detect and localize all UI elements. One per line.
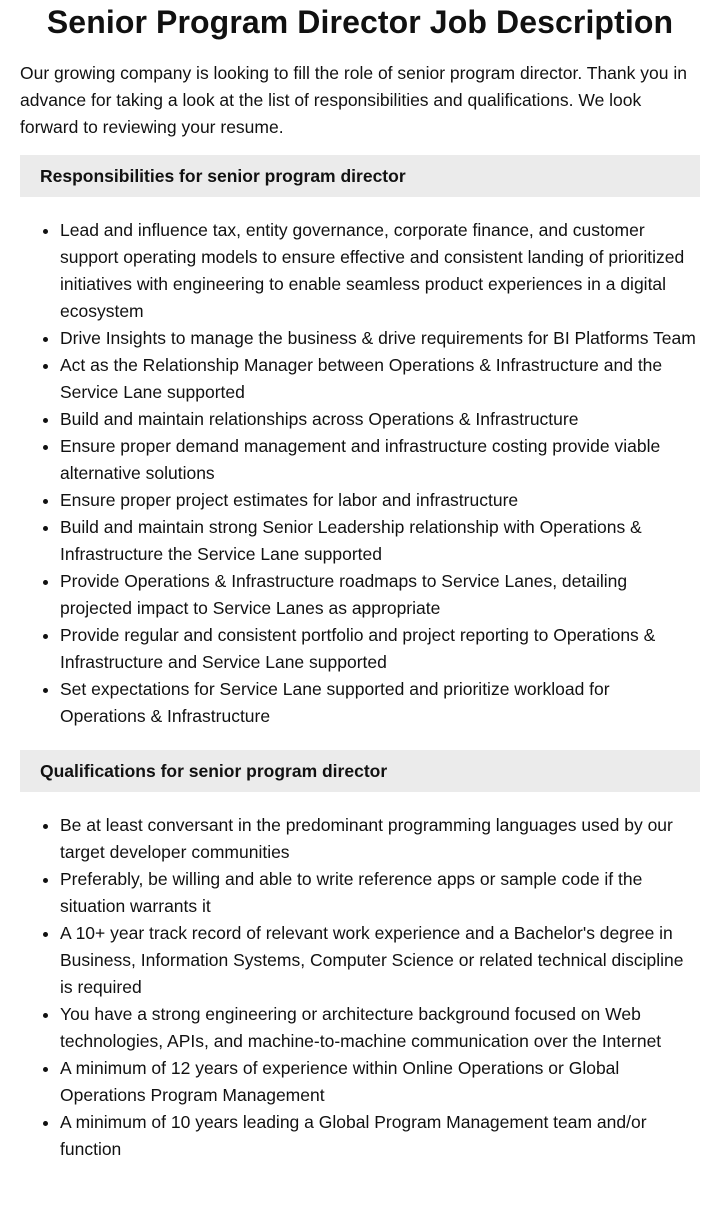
list-item: • You have a strong engineering or architecture background focused on Web technologies, APIs, and machine-to-machine communication over the Internet bbox=[60, 1001, 700, 1055]
list-item: • Lead and influence tax, entity governance, corporate finance, and customer support operating models to ensure effective and consistent landing of prioritized initiatives with engineering to enable seamless product experiences in a digital ecosystem bbox=[60, 217, 700, 325]
qualifications-list bbox=[20, 812, 700, 1163]
list-item: • Ensure proper demand management and infrastructure costing provide viable alternative solutions bbox=[60, 433, 700, 487]
responsibilities-heading: Responsibilities for senior program director bbox=[20, 155, 700, 197]
responsibilities-list bbox=[20, 217, 700, 730]
list-item: • Provide Operations & Infrastructure roadmaps to Service Lanes, detailing projected impact to Service Lanes as appropriate bbox=[60, 568, 700, 622]
list-item: • Provide regular and consistent portfolio and project reporting to Operations & Infrastructure and Service Lane supported bbox=[60, 622, 700, 676]
page-title: Senior Program Director Job Description bbox=[46, 4, 674, 40]
list-item: • A minimum of 10 years leading a Global Program Management team and/or function bbox=[60, 1109, 700, 1163]
list-item: • Preferably, be willing and able to write reference apps or sample code if the situation warrants it bbox=[60, 866, 700, 920]
list-item: • Be at least conversant in the predominant programming languages used by our target developer communities bbox=[60, 812, 700, 866]
list-item: • Build and maintain strong Senior Leadership relationship with Operations & Infrastructure the Service Lane supported bbox=[60, 514, 700, 568]
list-item: • A 10+ year track record of relevant work experience and a Bachelor's degree in Business, Information Systems, Computer Science or related technical discipline is required bbox=[60, 920, 700, 1001]
list-item: • Drive Insights to manage the business & drive requirements for BI Platforms Team bbox=[60, 325, 700, 352]
list-item: • Ensure proper project estimates for labor and infrastructure bbox=[60, 487, 700, 514]
list-item: • Build and maintain relationships across Operations & Infrastructure bbox=[60, 406, 700, 433]
list-item: • Act as the Relationship Manager between Operations & Infrastructure and the Service Lane supported bbox=[60, 352, 700, 406]
qualifications-heading: Qualifications for senior program director bbox=[20, 750, 700, 792]
list-item: • A minimum of 12 years of experience within Online Operations or Global Operations Program Management bbox=[60, 1055, 700, 1109]
intro-paragraph: Our growing company is looking to fill the role of senior program director. Thank you in advance for taking a look at the list of responsibilities and qualifications. We look forward to reviewing your resume. bbox=[20, 63, 687, 137]
list-item: • Set expectations for Service Lane supported and prioritize workload for Operations & Infrastructure bbox=[60, 676, 700, 730]
